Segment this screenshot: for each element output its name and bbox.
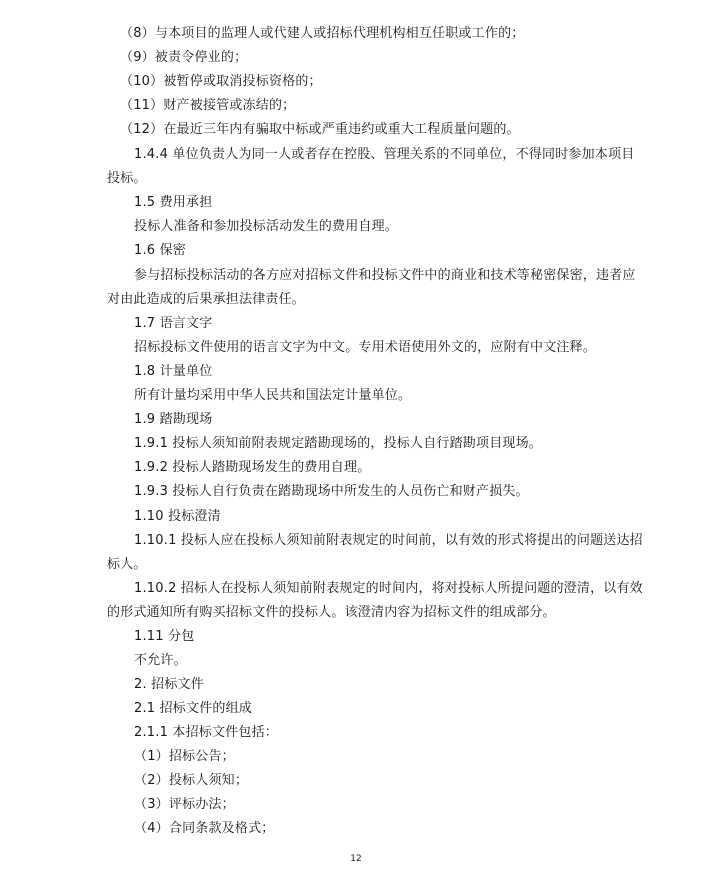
text-line: 投标人准备和参加投标活动发生的费用自理。 — [134, 219, 399, 234]
section-heading: 1.9 踏勘现场 — [134, 412, 213, 427]
chapter-heading: 2. 招标文件 — [134, 677, 204, 692]
list-item: （3）评标办法； — [134, 797, 235, 812]
text-line: 2.1.1 本招标文件包括： — [134, 725, 279, 740]
text-line: 参与招标投标活动的各方应对招标文件和投标文件中的商业和技术等秘密保密，违者应 — [134, 268, 636, 283]
text-line: （12）在最近三年内有骗取中标或严重违约或重大工程质量问题的。 — [120, 122, 520, 137]
text-line: （10）被暂停或取消投标资格的； — [120, 74, 322, 89]
text-line: 1.4.4 单位负责人为同一人或者存在控股、管理关系的不同单位，不得同时参加本项目 — [134, 147, 635, 162]
section-heading: 1.8 计量单位 — [134, 364, 213, 379]
text-line: 招标投标文件使用的语言文字为中文。专用术语使用外文的，应附有中文注释。 — [134, 340, 597, 355]
text-line: 投标。 — [107, 171, 147, 186]
text-line: 1.10.1 投标人应在投标人须知前附表规定的时间前，以有效的形式将提出的问题送达招 — [134, 533, 643, 548]
text-line: 1.9.3 投标人自行负责在踏勘现场中所发生的人员伤亡和财产损失。 — [134, 484, 529, 499]
page-number: 12 — [350, 854, 362, 864]
text-line: 的形式通知所有购买招标文件的投标人。该澄清内容为招标文件的组成部分。 — [107, 605, 556, 620]
text-line: 所有计量均采用中华人民共和国法定计量单位。 — [134, 388, 412, 403]
list-item: （2）投标人须知； — [134, 773, 249, 788]
text-line: （8）与本项目的监理人或代建人或招标代理机构相互任职或工作的； — [120, 26, 525, 41]
text-line: 1.10.2 招标人在投标人须知前附表规定的时间内，将对投标人所提问题的澄清，以有效 — [134, 581, 643, 596]
text-line: （9）被责令停业的； — [120, 50, 248, 65]
section-heading: 1.5 费用承担 — [134, 195, 213, 210]
text-line: 标人。 — [107, 557, 147, 572]
text-line: 1.9.1 投标人须知前附表规定踏勘现场的，投标人自行踏勘项目现场。 — [134, 436, 543, 451]
section-heading: 2.1 招标文件的组成 — [134, 701, 253, 716]
section-heading: 1.10 投标澄清 — [134, 509, 221, 524]
text-line: 不允许。 — [134, 653, 187, 668]
text-line: 对由此造成的后果承担法律责任。 — [107, 292, 306, 307]
text-line: （11）财产被接管或冻结的； — [120, 98, 296, 113]
list-item: （4）合同条款及格式； — [134, 821, 275, 836]
section-heading: 1.6 保密 — [134, 243, 187, 258]
list-item: （1）招标公告； — [134, 749, 235, 764]
text-line: 1.9.2 投标人踏勘现场发生的费用自理。 — [134, 460, 371, 475]
section-heading: 1.7 语言文字 — [134, 316, 213, 331]
section-heading: 1.11 分包 — [134, 629, 195, 644]
